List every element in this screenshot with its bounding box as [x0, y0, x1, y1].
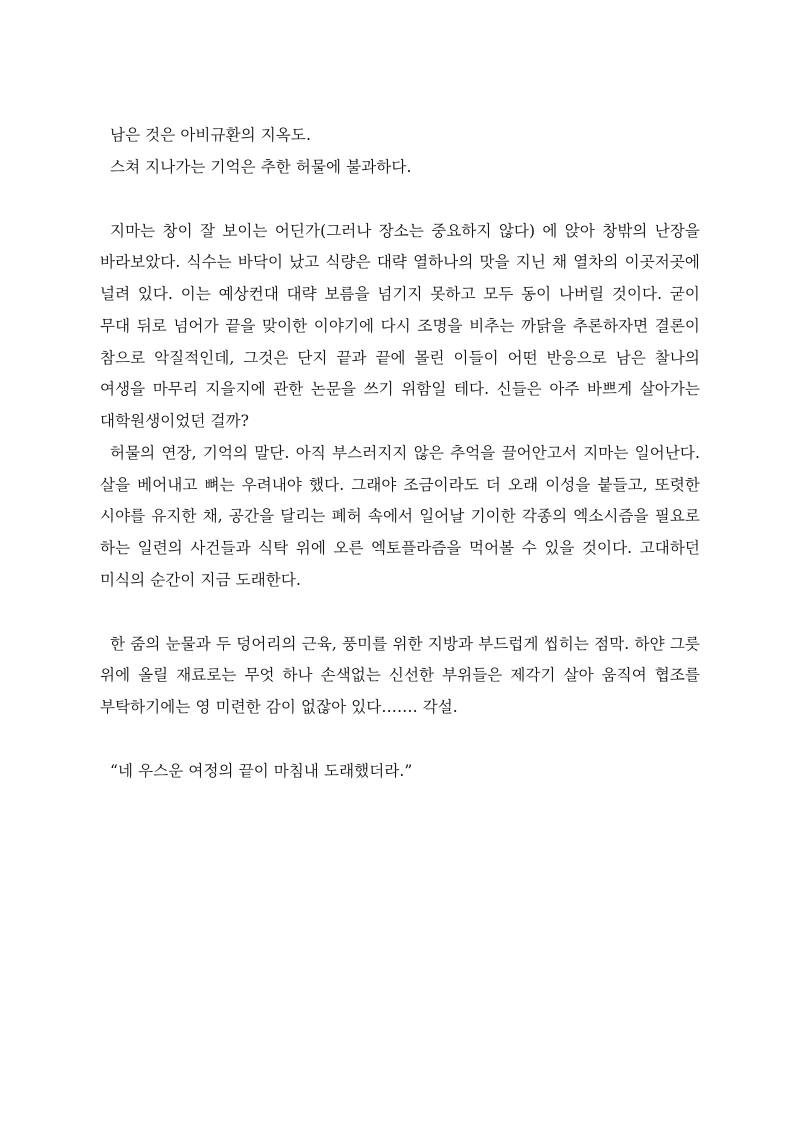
paragraph-6-quote: “네 우스운 여정의 끝이 마침내 도래했더라.”	[110, 762, 413, 781]
paragraph-5: 한 줌의 눈물과 두 덩어리의 근육, 풍미를 위한 지방과 부드럽게 씹히는 점막. 하얀 그릇 위에 올릴 재료로는 무엇 하나 손색없는 신선한 부위들은 제각기 살아 움직여 협조를 부탁하기에는 영 미련한 감이 없잖아 있다……. 각설.	[100, 634, 700, 717]
document-body	[100, 120, 700, 788]
paragraph-spacer	[100, 597, 700, 629]
paragraph-spacer	[100, 184, 700, 216]
paragraph-1: 남은 것은 아비규환의 지옥도.	[110, 126, 311, 144]
paragraph-3: 지마는 창이 잘 보이는 어딘가(그러나 장소는 중요하지 않다) 에 앉아 창밖의 난장을 바라보았다. 식수는 바닥이 났고 식량은 대략 열하나의 맛을 지닌 채 열차의 이곳저곳에 널려 있다. 이는 예상컨대 대략 보름을 넘기지 못하고 모두 동이 나버릴 것이다. 굳이 무대 뒤로 넘어가 끝을 맞이한 이야기에 다시 조명을 비추는 까닭을 추론하자면 결론이 참으로 악질적인데, 그것은 단지 끝과 끝에 몰린 이들이 어떤 반응으로 남은 찰나의 여생을 마무리 지을지에 관한 논문을 쓰기 위함일 테다. 신들은 아주 바쁘게 살아가는 대학원생이었던 걸까?	[100, 221, 700, 431]
paragraph-2: 스쳐 지나가는 기억은 추한 허물에 불과하다.	[110, 157, 412, 176]
paragraph-spacer	[100, 724, 700, 756]
paragraph-4: 허물의 연장, 기억의 말단. 아직 부스러지지 않은 추억을 끌어안고서 지마는 일어난다. 살을 베어내고 뼈는 우려내야 했다. 그래야 조금이라도 더 오래 이성을 붙들고, 또렷한 시야를 유지한 채, 공간을 달리는 폐허 속에서 일어날 기이한 각종의 엑소시즘을 필요로 하는 일련의 사건들과 식탁 위에 오른 엑토플라즘을 먹어볼 수 있을 것이다. 고대하던 미식의 순간이 지금 도래한다.	[100, 443, 700, 589]
